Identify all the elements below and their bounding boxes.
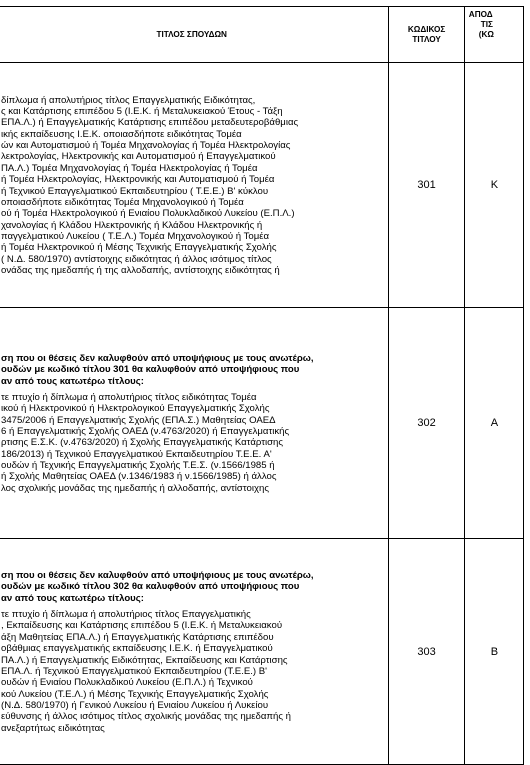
description-line: αν από τους κατωτέρω τίτλους: (1, 592, 144, 604)
header-abbreviation (464, 7, 523, 63)
description-line: ονάδας της ημεδαπής ή της αλλοδαπής, αντίστοιχης ειδικότητας ή (1, 264, 280, 276)
description-line: άξη Μαθητείας ΕΠΑ.Λ.) ή Επαγγελματικής Κατάρτισης επιπέδου (1, 631, 274, 643)
table-body (0, 63, 524, 765)
description-line: ουδών με κωδικό τίτλου 301 θα καλυφθούν από υποψήφιους που (1, 364, 300, 376)
description-line: ΠΑ.Λ.) Τομέα Μηχανολογίας ή Τομέα Ηλεκτρολογίας ή Τομέα (1, 162, 258, 174)
description-line: ή Τομέα Ηλεκτρονικού ή Μέσης Τεχνικής Επαγγελματικής Σχολής (1, 242, 277, 254)
header-title-of-studies: ΤΙΤΛΟΣ ΣΠΟΥΔΩΝ (0, 7, 389, 63)
abbreviation-cell: Α (464, 308, 523, 539)
description-line: εύθυνσης ή άλλος ισότιμος τίτλος σχολικής μονάδας της ημεδαπής ή (1, 711, 291, 723)
title-description-cell (0, 308, 389, 539)
abbreviation-cell: Β (464, 539, 523, 765)
titles-table (0, 6, 524, 765)
header-abbr-line1: ΑΠΟΔ (468, 10, 493, 19)
title-code-cell: 302 (389, 308, 464, 539)
description-line: ή Σχολής Μαθητείας ΟΑΕΔ (ν.1346/1983 ή ν.1566/1985) ή άλλος (1, 471, 277, 483)
description-line: ΕΠΑ.Λ. ή Τεχνικού Επαγγελματικού Εκπαιδευτηρίου (Τ.Ε.Ε.) Β' (1, 665, 268, 677)
table-row (0, 63, 524, 308)
table-row (0, 539, 524, 765)
description-line: τε πτυχίο ή δίπλωμα ή απολυτήριος τίτλος Επαγγελματικής (1, 609, 251, 621)
title-description-cell (0, 539, 389, 765)
title-code-cell: 303 (389, 539, 464, 765)
description-line: χανολογίας ή Κλάδου Ηλεκτρονικής ή Κλάδου Ηλεκτρονικής ή (1, 219, 263, 231)
description-line: ( Ν.Δ. 580/1970) αντίστοιχης ειδικότητας ή άλλος ισότιμος τίτλος (1, 253, 272, 265)
header-title-code (389, 7, 464, 63)
description-line: ού ή Τομέα Ηλεκτρολογικού ή Ενιαίου Πολυκλαδικού Λυκείου (Ε.Π.Λ.) (1, 208, 295, 220)
title-code-cell: 301 (389, 63, 464, 308)
description-line: λος σχολικής μονάδας της ημεδαπής ή αλλοδαπής, αντίστοιχης (1, 482, 269, 494)
description-line: ση που οι θέσεις δεν καλυφθούν από υποψήφιους με τους ανωτέρω, (1, 352, 314, 364)
header-abbr-line2: ΤΙΣ (480, 20, 493, 29)
description-line: (Ν.Δ. 580/1970) ή Γενικού Λυκείου ή Ενιαίου Λυκείου ή Λυκείου (1, 699, 269, 711)
description-line: οποιασδήποτε ειδικότητας Τομέα Μηχανολογικού ή Τομέα (1, 196, 244, 208)
header-abbr-line3: (ΚΩ (478, 30, 494, 39)
description-line: ικής εκπαίδευσης Ι.Ε.Κ. οποιασδήποτε ειδικότητας Τομέα (1, 128, 242, 140)
description-line: ουδών με κωδικό τίτλου 302 θα καλυφθούν από υποψήφιους που (1, 581, 300, 593)
title-description-cell (0, 63, 389, 308)
description-line: ανεξαρτήτως ειδικότητας (1, 722, 105, 734)
description-line: 6 ή Επαγγελματικής Σχολής ΟΑΕΔ (ν.4763/2020) ή Επαγγελματικής (1, 426, 290, 437)
abbreviation-cell: Κ (464, 63, 523, 308)
description-line: ή Τομέα Ηλεκτρολογίας, Ηλεκτρονικής και Αυτοματισμού ή Τομέα (1, 174, 275, 186)
description-line: αν από τους κατωτέρω τίτλους: (1, 375, 144, 387)
description-line: λεκτρολογίας, Ηλεκτρονικής και Αυτοματισμού ή Επαγγελματικού (1, 151, 276, 163)
description-line: δίπλωμα ή απολυτήριος τίτλος Επαγγελματικής Ειδικότητας, (1, 94, 256, 106)
description-line: ση που οι θέσεις δεν καλυφθούν από υποψήφιους με τους ανωτέρω, (1, 570, 314, 582)
description-line: ΕΠΑ.Λ.) ή Επαγγελματικής Κατάρτισης επιπέδου μεταδευτεροβάθμιας (1, 117, 299, 129)
description-line: τε πτυχίο ή δίπλωμα ή απολυτήριος τίτλος ειδικότητας Τομέα (1, 391, 257, 403)
description-line: ΠΑ.Λ.) ή Επαγγελματικής Ειδικότητας, Εκπαίδευσης και Κατάρτισης (1, 654, 288, 666)
description-line: κού Λυκείου (Τ.Ε.Λ.) ή Μέσης Τεχνικής Επαγγελματικής Σχολής (1, 688, 269, 700)
description-line: ικού ή Ηλεκτρονικού ή Ηλεκτρολογικού Επαγγελματικής Σχολής (1, 403, 270, 415)
description-line: οβάθμιας επαγγελματικής εκπαίδευσης Ι.Ε.Κ. ή Επαγγελματικού (1, 643, 273, 655)
description-line: παγγελματικού Λυκείου ( Τ.Ε.Λ.) Τομέα Μηχανολογικού ή Τομέα (1, 230, 270, 242)
description-line: ή Τεχνικού Επαγγελματικού Εκπαιδευτηρίου ( Τ.Ε.Ε.) Β' κύκλου (1, 185, 269, 197)
description-line: 186/2013) ή Τεχνικού Επαγγελματικού Εκπαιδευτηρίου Τ.Ε.Ε. Α' (1, 448, 272, 460)
table-header-row (0, 7, 524, 63)
description-line: ουδών ή Ενιαίου Πολυκλαδικού Λυκείου (Ε.Π.Λ.) ή Τεχνικού (1, 677, 253, 689)
description-line: ών και Αυτοματισμού ή Τομέα Μηχανολογίας ή Τομέα Ηλεκτρολογίας (1, 140, 291, 152)
description-line: ς και Κατάρτισης επιπέδου 5 (Ι.Ε.Κ. ή Μεταλυκειακού Έτους - Τάξη (1, 106, 283, 118)
description-line: ρτισης Ε.Σ.Κ. (ν.4763/2020) ή Σχολής Επαγγελματικής Κατάρτισης (1, 437, 283, 449)
description-line: 3475/2006 ή Επαγγελματικής Σχολής (ΕΠΑ.Σ.) Μαθητείας ΟΑΕΔ (1, 414, 276, 426)
table-row (0, 308, 524, 539)
header-title-code-line1: ΚΩΔΙΚΟΣ (407, 24, 446, 34)
header-title-code-line2: ΤΙΤΛΟΥ (412, 34, 441, 44)
description-line: ουδών ή Τεχνικής Επαγγελματικής Σχολής Τ.Ε.Σ. (ν.1566/1985 ή (1, 460, 275, 472)
description-line: , Εκπαίδευσης και Κατάρτισης επιπέδου 5 (Ι.Ε.Κ. ή Μεταλυκειακού (1, 620, 283, 632)
